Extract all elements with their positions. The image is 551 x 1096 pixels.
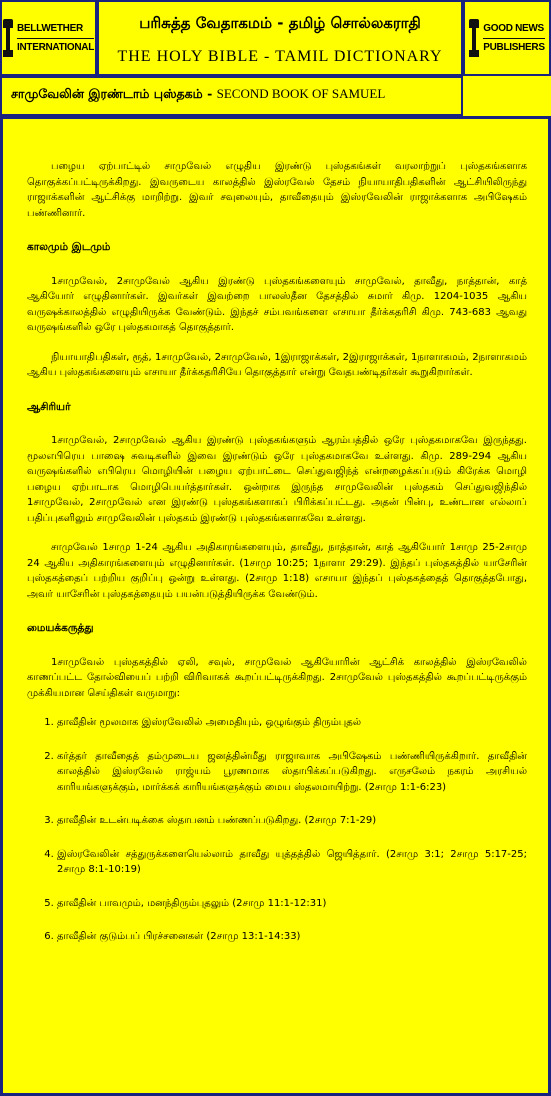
- section-heading-theme: மையக்கருத்து: [27, 622, 94, 634]
- section-heading-author: ஆசிரியர்: [27, 400, 71, 413]
- title-tamil: பரிசுத்த வேதாகமம் - தமிழ் சொல்லகராதி: [139, 14, 421, 32]
- list-item: 4. இஸ்ரவேலின் சத்துருக்களையெல்லாம் தாவீது யுத்தத்தில் ஜெயித்தார். (2சாமு 3:1; 2சாமு 5:17-25; 2சாமு 8:1-10:19): [57, 847, 527, 878]
- section-heading-time-place: காலமும் இடமும்: [27, 241, 111, 253]
- book-title-tamil: சாமுவேலின் இரண்டாம் புஸ்தகம்: [11, 86, 203, 101]
- book-title-separator: -: [202, 86, 217, 101]
- paragraph: சாமுவேல் 1சாமு 1-24 ஆகிய அதிகாரங்களையும், தாவீது, நாத்தான், காத் ஆகியோர் 1சாமு 25-2சாமு 24 ஆகிய அதிகாரங்களையும் எழுதினார்கள். (1சாமு 10:25; 1நாளா 29:29). இந்தப் புஸ்தகத்தில் யாசேரின் புஸ்தகத்தைப் பற்றிய குறிப்பு ஒன்று உள்ளது. (2சாமு 1:18) எசாயா இந்தப் புஸ்தகத்தைத் தொகுத்தபோது, அவர் யாசேரின் புஸ்தகத்தையும் பயன்படுத்தியிருக்க வேண்டும்.: [27, 542, 527, 600]
- list-item: 3. தாவீதின் உடன்படிக்கை ஸ்தாபனம் பண்ணப்படுகிறது. (2சாமு 7:1-29): [57, 813, 527, 829]
- publisher-logo-left: [0, 0, 97, 76]
- book-title-box: [0, 76, 463, 116]
- book-title: [11, 86, 385, 103]
- logo-right-line2: PUBLISHERS: [483, 41, 545, 53]
- list-item: 6. தாவீதின் குடும்பப் பிரச்சனைகள் (2சாமு 13:1-14:33): [57, 929, 527, 945]
- header-title-box: [97, 0, 463, 76]
- bellwether-logo-icon: [3, 19, 13, 57]
- logo-left-line2: INTERNATIONAL: [16, 41, 95, 53]
- paragraph: நியாயாதிபதிகள், ரூத், 1சாமுவேல், 2சாமுவேல், 1இராஜாக்கள், 2இராஜாக்கள், 1நாளாகமம், 2நாளாகமம் ஆகிய புஸ்தகங்களையும் எசாயா தீர்க்கதரிசியே தொகுத்தார் என்று வேதபண்டிதர்கள் கூறுகிறார்கள்.: [27, 351, 527, 378]
- list-item: 1. தாவீதின் மூலமாக இஸ்ரவேலில் அமைதியும், ஒழுங்கும் திரும்புதல்: [57, 715, 527, 731]
- publisher-logo-right: [463, 0, 551, 76]
- paragraph: 1சாமுவேல், 2சாமுவேல் ஆகிய இரண்டு புஸ்தகங்களும் ஆரம்பத்தில் ஒரே புஸ்தகமாகவே இருந்தது. மூலஎபிரெய பாஷை சுவடிகளில் இவை இரண்டும் ஒரே புஸ்தகமாகவே உள்ளது. கிமு. 289-294 ஆகிய வருஷங்களில் எபிரெய மொழியின் பழைய ஏற்பாட்டை செப்துவஜிந்த் என்றழைக்கப்படும் கிரேக்க மொழி பழைய ஏற்பாடாக மொழிபெயர்த்தார்கள். ஒன்றாக இருந்த சாமுவேலின் புஸ்தகம் செப்துவஜிந்தில் 1சாமுவேல், 2சாமுவேல் என இரண்டு புஸ்தகங்களாகப் பிரிக்கப்பட்டது. அதன் பின்பு, உண்டான எல்லாப் பதிப்புகளிலும் சாமுவேலின் புஸ்தகம் இரண்டு புஸ்தகங்களாகவே உள்ளது.: [27, 435, 527, 524]
- list-item: 5. தாவீதின் பாவமும், மனந்திரும்புதலும் (2சாமு 11:1-12:31): [57, 896, 527, 912]
- logo-right-line1: GOOD NEWS: [483, 20, 544, 39]
- logo-left-line1: BELLWETHER: [17, 20, 94, 39]
- article-body: [27, 159, 527, 963]
- title-english: THE HOLY BIBLE - TAMIL DICTIONARY: [117, 48, 443, 65]
- content-box: [0, 116, 551, 1096]
- paragraph: 1சாமுவேல் புஸ்தகத்தில் ஏலி, சவுல், சாமுவேல் ஆகியோரின் ஆட்சிக் காலத்தில் இஸ்ரவேலில் காணப்பட்ட தோல்வியைப் பற்றி விரிவாகக் கூறப்பட்டிருக்கிறது. 2சாமுவேல் புஸ்தகத்தில் கூறப்பட்டிருக்கும் முக்கியமான செய்திகள் வருமாறு:: [27, 656, 527, 699]
- list-item: 2. கர்த்தர் தாவீதைத் தம்முடைய ஜனத்தின்மீது ராஜாவாக அபிஷேகம் பண்ணியிருக்கிறார். தாவீதின் காலத்தில் இஸ்ரவேல் ராஜ்யம் பூரணமாக ஸ்தாபிக்கப்படுகிறது. எருசலேம் நகரம் அரசியல் காரியங்களுக்கும், மார்க்கக் காரியங்களுக்கும் மைய ஸ்தலமாயிற்று. (2சாமு 1:1-6:23): [57, 749, 527, 796]
- good-news-logo-icon: [469, 19, 479, 57]
- intro-paragraph: பழைய ஏற்பாட்டில் சாமுவேல் எழுதிய இரண்டு புஸ்தகங்கள் வரலாற்றுப் புஸ்தகங்களாக தொகுக்கப்பட்டிருக்கிறது. இவருடைய காலத்தில் இஸ்ரவேல் தேசம் நியாயாதிபதிகளின் ஆட்சியிலிருந்து ராஜாக்களின் ஆட்சிக்கு மாறிற்று. இவர் சவுலையும், தாவீதையும் இஸ்ரவேலின் ராஜாக்களாக அபிஷேகம் பண்ணினார்.: [27, 161, 527, 219]
- paragraph: 1சாமுவேல், 2சாமுவேல் ஆகிய இரண்டு புஸ்தகங்களையும் சாமுவேல், தாவீது, நாத்தான், காத் ஆகியோர் எழுதினார்கள். இவர்கள் இவற்றை பாலஸ்தீன தேசத்தில் சுமார் கிமு. 1204-1035 ஆகிய வருஷக்காலத்தில் எழுதியிருக்க வேண்டும். இந்தச் சம்பவங்களை எசாயா தீர்க்கதரிசி கிமு. 743-683 ஆவது வருஷங்களில் ஒரே புஸ்தகமாகத் தொகுத்தார்.: [27, 275, 527, 333]
- book-title-english: SECOND BOOK OF SAMUEL: [216, 86, 386, 101]
- theme-list: [27, 715, 527, 945]
